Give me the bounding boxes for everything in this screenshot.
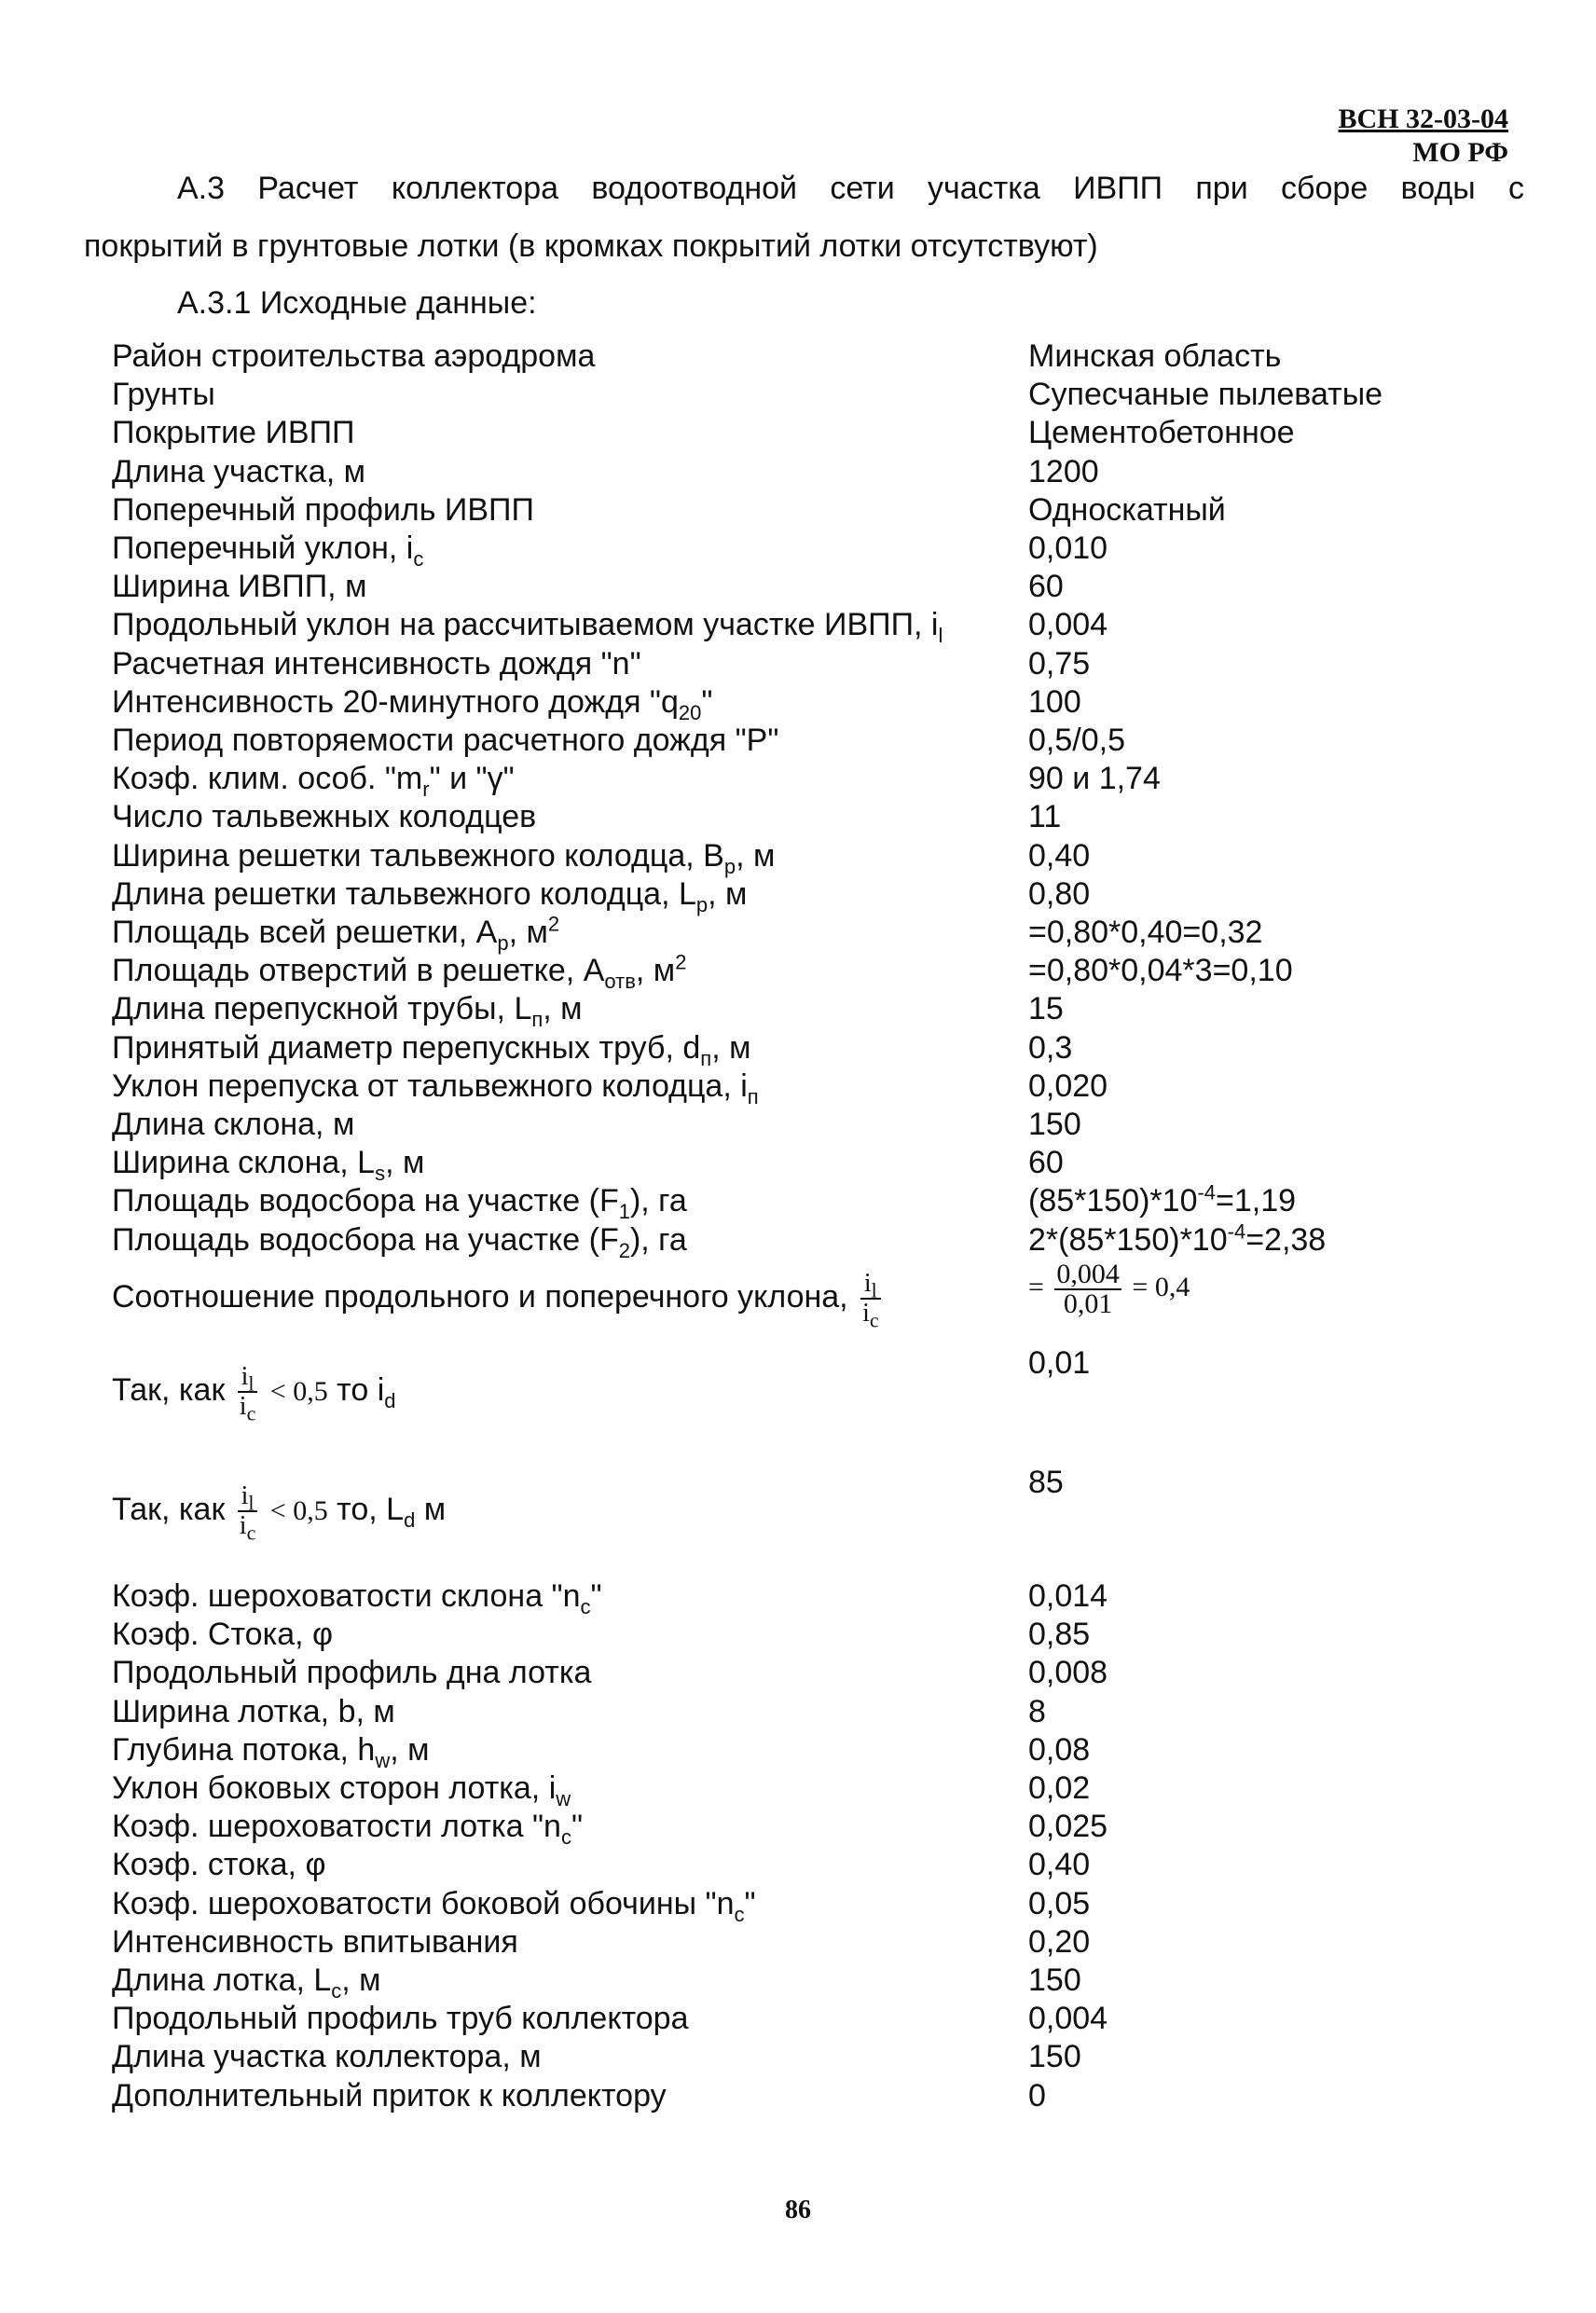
- row-value: =0,80*0,40=0,32: [1028, 915, 1263, 950]
- row-label: Коэф. шероховатости склона "$n_c$": [112, 1578, 602, 1618]
- row-label: Ширина склона, $L_s$, м: [112, 1145, 425, 1185]
- document-code: [1285, 103, 1508, 170]
- row-value: 0,004: [1028, 2001, 1108, 2037]
- row-label: Площадь водосбора на участке $(F_2)$, га: [112, 1221, 687, 1262]
- row-label: Покрытие ИВПП: [112, 415, 355, 451]
- row-label: Коэф. клим. особ. "$m_r$" и "γ": [112, 761, 515, 801]
- row-label: Расчетная интенсивность дождя "n": [112, 645, 641, 682]
- row-label: Ширина лотка, b, м: [112, 1693, 395, 1729]
- condition-2-value: 85: [1028, 1465, 1064, 1500]
- row-value: Цементобетонное: [1028, 415, 1295, 451]
- row-label: Глубина потока, $h_w$, м: [112, 1731, 430, 1772]
- row-value: 150: [1028, 1962, 1081, 1998]
- row-value: 0,05: [1028, 1885, 1091, 1921]
- row-label: Период повторяемости расчетного дождя "P": [112, 723, 779, 758]
- row-label: Длина участка, м: [112, 453, 365, 489]
- row-label: Площадь водосбора на участке $(F_1)$, га: [112, 1183, 687, 1224]
- condition-2-label: Так, как $\frac{i_l}{i_c}$ < 0,5 то, $L_d$ м: [112, 1481, 447, 1545]
- row-label: Длина лотка, $L_c$, м: [112, 1962, 381, 2003]
- row-value: 90 и 1,74: [1028, 761, 1161, 797]
- row-value: 0,5/0,5: [1028, 723, 1125, 758]
- condition-1-value: 0,01: [1028, 1345, 1091, 1381]
- row-value: 0,85: [1028, 1617, 1091, 1653]
- organization: МО РФ: [1412, 137, 1508, 168]
- row-label: Поперечный профиль ИВПП: [112, 491, 534, 528]
- row-label: Поперечный уклон, $i_c$: [112, 530, 424, 571]
- row-value: 1200: [1028, 453, 1099, 489]
- row-label: Площадь всей решетки, $A_p$, $м^2$: [112, 912, 560, 955]
- row-label: Коэф. стока, φ: [112, 1847, 326, 1883]
- row-label: Длина склона, м: [112, 1107, 355, 1142]
- row-value: 15: [1028, 991, 1064, 1027]
- row-value: 0,40: [1028, 837, 1091, 874]
- page-number: 86: [785, 2196, 811, 2224]
- row-label: Ширина ИВПП, м: [112, 569, 367, 605]
- row-label: Длина перепускной трубы, $L_п$, м: [112, 991, 583, 1032]
- ratio-value: = $\frac{0,004}{0,01}$ = 0,4: [1028, 1259, 1190, 1319]
- subsection-title: А.3.1 Исходные данные:: [177, 285, 537, 321]
- row-label: Район строительства аэродрома: [112, 338, 596, 374]
- row-value: 11: [1028, 799, 1062, 835]
- row-label: Продольный профиль дна лотка: [112, 1655, 592, 1691]
- row-value: Супесчаные пылеватые: [1028, 377, 1383, 413]
- row-value: 0,75: [1028, 645, 1091, 682]
- row-label: Интенсивность впитывания: [112, 1923, 518, 1960]
- row-value: 0: [1028, 2077, 1046, 2113]
- row-label: Ширина решетки тальвежного колодца, $B_p$, м: [112, 837, 776, 878]
- row-value: 0,020: [1028, 1067, 1108, 1104]
- row-value: 0,02: [1028, 1770, 1091, 1806]
- row-value: 100: [1028, 683, 1081, 720]
- row-value: 0,008: [1028, 1655, 1108, 1691]
- row-label: Коэф. шероховатости лотка "$n_c$": [112, 1809, 584, 1849]
- row-label: Уклон перепуска от тальвежного колодца, $i_п$: [112, 1067, 759, 1108]
- row-value: 0,3: [1028, 1029, 1073, 1066]
- section-title-line-2: покрытий в грунтовые лотки (в кромках покрытий лотки отсутствуют): [84, 228, 1098, 264]
- row-value: =0,80*0,04*3=0,10: [1028, 953, 1293, 989]
- row-value: $2*(85*150)*10^{-4}=2,38$: [1028, 1219, 1327, 1258]
- row-label: Продольный уклон на рассчитываемом участке ИВПП, $i_l$: [112, 607, 943, 648]
- row-value: $(85*150)*10^{-4}=1,19$: [1028, 1181, 1297, 1219]
- ratio-fraction: $\frac{i_l}{i_c}$: [862, 1269, 879, 1332]
- row-value: 0,010: [1028, 530, 1108, 566]
- row-value: 0,004: [1028, 607, 1108, 643]
- row-label: Уклон боковых сторон лотка, $i_w$: [112, 1770, 571, 1810]
- row-value: 8: [1028, 1693, 1046, 1729]
- row-value: 150: [1028, 1107, 1081, 1142]
- condition-1-label: Так, как $\frac{i_l}{i_c}$ < 0,5 то $i_d$: [112, 1362, 396, 1425]
- row-value: 60: [1028, 569, 1064, 605]
- row-value: 60: [1028, 1145, 1064, 1181]
- row-label: Длина участка коллектора, м: [112, 2039, 542, 2075]
- row-label: Коэф. Стока, φ: [112, 1617, 334, 1653]
- row-value: 0,08: [1028, 1731, 1091, 1768]
- row-label: Интенсивность 20-минутного дождя "$q_{20}$": [112, 683, 713, 724]
- row-value: 0,025: [1028, 1809, 1108, 1845]
- row-label: Дополнительный приток к коллектору: [112, 2077, 667, 2113]
- row-value: 0,40: [1028, 1847, 1091, 1883]
- row-value: 0,80: [1028, 875, 1091, 912]
- row-label: Длина решетки тальвежного колодца, $L_p$, м: [112, 875, 748, 916]
- row-label: Площадь отверстий в решетке, $A_{отв}$, $м^2$: [112, 950, 687, 993]
- row-value: 150: [1028, 2039, 1081, 2075]
- row-label: Продольный профиль труб коллектора: [112, 2001, 689, 2037]
- section-title-line-1: А.3 Расчет коллектора водоотводной сети участка ИВПП при сборе воды с: [177, 171, 1524, 206]
- row-label: Коэф. шероховатости боковой обочины "$n_c$": [112, 1885, 756, 1926]
- row-value: 0,20: [1028, 1923, 1091, 1960]
- row-label: Грунты: [112, 377, 215, 413]
- ratio-label: Соотношение продольного и поперечного уклона, $\frac{i_l}{i_c}$: [112, 1269, 879, 1332]
- row-label: Число тальвежных колодцев: [112, 799, 537, 835]
- row-value: 0,014: [1028, 1578, 1108, 1614]
- row-value: Минская область: [1028, 338, 1282, 374]
- standard-code: ВСН 32-03-04: [1338, 103, 1508, 134]
- row-label: Принятый диаметр перепускных труб, $d_п$, м: [112, 1029, 751, 1070]
- row-value: Односкатный: [1028, 491, 1226, 528]
